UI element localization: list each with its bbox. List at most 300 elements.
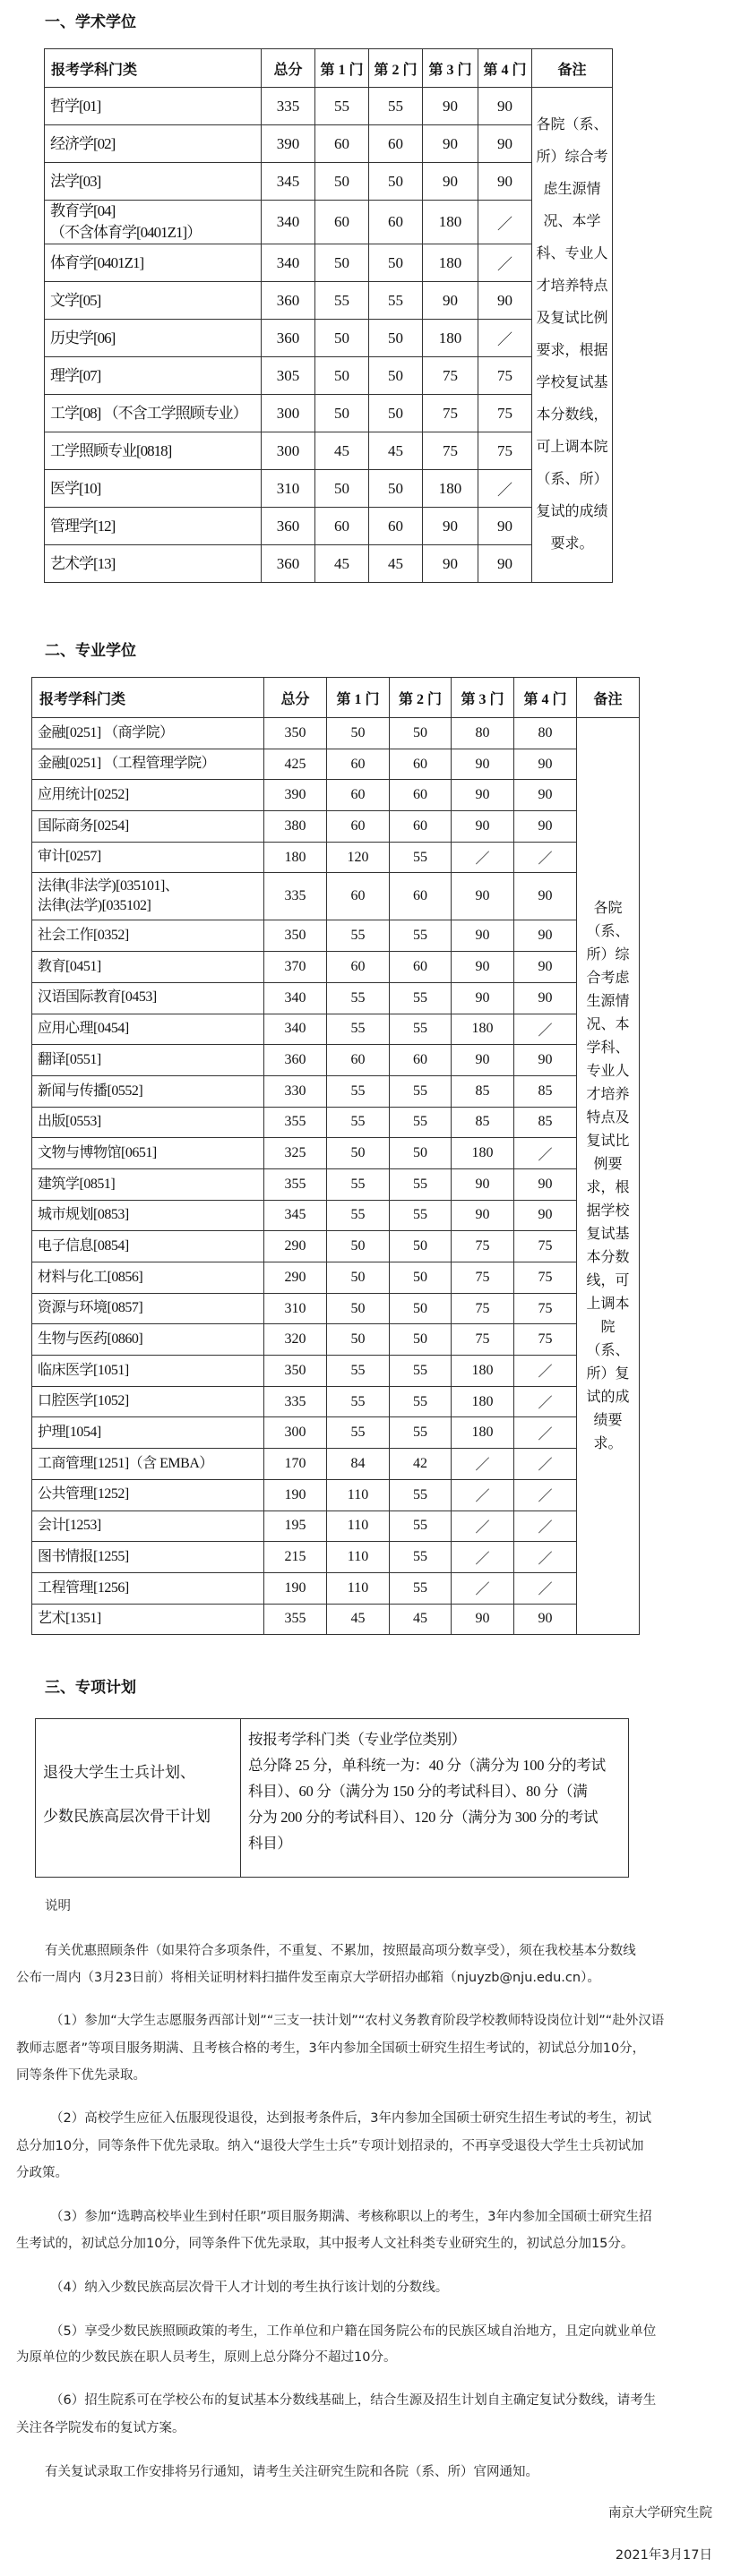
score-total: 390 bbox=[262, 125, 315, 163]
score-s2: 55 bbox=[390, 1572, 452, 1604]
score-s1: 60 bbox=[327, 749, 390, 780]
note-line: （6）招生院系可在学校公布的复试基本分数线基础上，结合生源及招生计划自主确定复试分数线，请考生 bbox=[50, 2393, 657, 2408]
subject-name-line: 国际商务[0254] bbox=[38, 817, 129, 834]
subject-name bbox=[32, 952, 264, 983]
subject-name bbox=[32, 1168, 264, 1200]
subject-name bbox=[32, 842, 264, 873]
subject-name bbox=[32, 1572, 264, 1604]
score-s3: 90 bbox=[423, 125, 478, 163]
subject-name-line: 文物与博物馆[0651] bbox=[38, 1144, 157, 1160]
score-s1: 45 bbox=[327, 1604, 390, 1635]
score-s2: 55 bbox=[390, 1386, 452, 1417]
score-s3: 180 bbox=[452, 1417, 514, 1449]
score-s1: 60 bbox=[327, 952, 390, 983]
subject-name bbox=[45, 545, 262, 583]
score-s1: 50 bbox=[315, 163, 369, 201]
subject-name bbox=[32, 1356, 264, 1387]
subject-name-line: 医学[10] bbox=[50, 479, 101, 497]
subject-name bbox=[32, 718, 264, 749]
score-s4: 90 bbox=[478, 508, 532, 545]
score-s2: 45 bbox=[369, 432, 423, 470]
subject-name bbox=[45, 88, 262, 125]
score-s3: 90 bbox=[452, 1604, 514, 1635]
subject-name-line: 金融[0251] （商学院） bbox=[38, 724, 174, 740]
score-s2: 60 bbox=[390, 1045, 452, 1076]
table-row bbox=[45, 357, 613, 395]
subject-name-line: 建筑学[0851] bbox=[38, 1176, 116, 1192]
subject-name bbox=[45, 282, 262, 320]
score-s4: 75 bbox=[514, 1262, 577, 1294]
score-s4: 75 bbox=[514, 1231, 577, 1262]
score-s1: 55 bbox=[327, 920, 390, 952]
score-s1: 50 bbox=[315, 320, 369, 357]
note-line: 有关复试录取工作安排将另行通知，请考生关注研究生院和各院（系、所）官网通知。 bbox=[45, 2465, 538, 2479]
score-s1: 60 bbox=[315, 508, 369, 545]
score-s3: 90 bbox=[423, 545, 478, 583]
subject-name-line: 电子信息[0854] bbox=[38, 1237, 129, 1254]
table-row bbox=[32, 952, 640, 983]
score-s2: 55 bbox=[390, 1511, 452, 1542]
score-s1: 55 bbox=[327, 1075, 390, 1107]
score-total: 180 bbox=[264, 842, 327, 873]
note-line: 教师志愿者”等项目服务期满、且考核合格的考生，3年内参加全国硕士研究生招生考试的，初试总分加10分， bbox=[16, 2041, 646, 2056]
score-s4: 90 bbox=[514, 749, 577, 780]
column-header: 备注 bbox=[577, 678, 640, 718]
score-s2: 50 bbox=[390, 1231, 452, 1262]
score-s4: ／ bbox=[514, 1572, 577, 1604]
special-plan-table bbox=[35, 1718, 629, 1878]
subject-name-line: 工学[08] （不含工学照顾专业） bbox=[50, 404, 247, 422]
score-s2: 50 bbox=[369, 244, 423, 282]
column-header: 第 2 门 bbox=[390, 678, 452, 718]
note-line: （2）高校学生应征入伍服现役退役，达到报考条件后，3年内参加全国硕士研究生招生考试的考生，初试 bbox=[50, 2111, 651, 2126]
score-total: 360 bbox=[262, 508, 315, 545]
score-s4: ／ bbox=[514, 1138, 577, 1169]
subject-name-line: 教育学[04] bbox=[50, 202, 116, 220]
note-line: （5）享受少数民族照顾政策的考生，工作单位和户籍在国务院公布的民族区域自治地方，且定向就业单位 bbox=[50, 2324, 657, 2339]
score-s1: 55 bbox=[327, 982, 390, 1014]
score-total: 335 bbox=[264, 873, 327, 920]
subject-name bbox=[32, 1542, 264, 1573]
subject-name bbox=[32, 1138, 264, 1169]
score-s1: 50 bbox=[327, 1231, 390, 1262]
column-header: 第 1 门 bbox=[315, 49, 369, 88]
score-s1: 55 bbox=[327, 1200, 390, 1231]
remark-cell: 各院（系、所）综合考虑生源情况、本学科、专业人才培养特点及复试比例要求，根据学校复试基本分数线，可上调本院（系、所）复试的成绩要求。 bbox=[532, 88, 613, 583]
subject-name-line: 工商管理[1251]（含 EMBA） bbox=[38, 1455, 213, 1471]
subject-name-line: 社会工作[0352] bbox=[38, 928, 129, 944]
score-total: 355 bbox=[264, 1604, 327, 1635]
subject-name bbox=[32, 1417, 264, 1449]
score-s2: 60 bbox=[390, 873, 452, 920]
score-s4: 75 bbox=[514, 1293, 577, 1324]
plan-rule-line: 按报考学科门类（专业学位类别） bbox=[248, 1731, 467, 1748]
score-s3: 75 bbox=[452, 1231, 514, 1262]
score-s2: 55 bbox=[390, 1479, 452, 1511]
plan-rule-line: 分为 200 分的考试科目）、120 分（满分为 300 分的考试 bbox=[248, 1809, 599, 1826]
table-row bbox=[32, 1231, 640, 1262]
score-s3: 75 bbox=[423, 432, 478, 470]
section-title-academic: 一、学术学位 bbox=[45, 13, 136, 31]
score-s4: 75 bbox=[478, 395, 532, 432]
score-total: 305 bbox=[262, 357, 315, 395]
score-total: 355 bbox=[264, 1168, 327, 1200]
table-row bbox=[32, 1479, 640, 1511]
table-row bbox=[32, 1356, 640, 1387]
subject-name-line: 公共管理[1252] bbox=[38, 1486, 129, 1502]
score-s2: 60 bbox=[369, 201, 423, 244]
note-line: 为原单位的少数民族在职人员考生，原则上总分降分不超过10分。 bbox=[16, 2350, 397, 2365]
score-total: 310 bbox=[262, 470, 315, 508]
table-row bbox=[32, 842, 640, 873]
table-row bbox=[32, 718, 640, 749]
score-s2: 55 bbox=[390, 1542, 452, 1573]
score-s3: 90 bbox=[423, 282, 478, 320]
note-line: 同等条件下优先录取。 bbox=[16, 2068, 146, 2083]
score-s3: 90 bbox=[452, 952, 514, 983]
score-s1: 60 bbox=[327, 873, 390, 920]
score-total: 290 bbox=[264, 1262, 327, 1294]
note-line: 总分加10分，同等条件下优先录取。纳入“退役大学生士兵”专项计划招录的，不再享受退役大学生士兵初试加 bbox=[16, 2139, 644, 2153]
score-s3: 180 bbox=[423, 470, 478, 508]
score-s4: ／ bbox=[514, 1386, 577, 1417]
score-s2: 55 bbox=[369, 282, 423, 320]
score-total: 350 bbox=[264, 920, 327, 952]
score-s3: ／ bbox=[452, 1479, 514, 1511]
table-row bbox=[32, 1449, 640, 1480]
table-row bbox=[32, 1417, 640, 1449]
table-row bbox=[32, 1293, 640, 1324]
note-line: 有关优惠照顾条件（如果符合多项条件，不重复、不累加，按照最高项分数享受），须在我校基本分数线 bbox=[45, 1944, 636, 1958]
subject-name bbox=[32, 1200, 264, 1231]
note-line: （3）参加“选聘高校毕业生到村任职”项目服务期满、考核称职以上的考生，3年内参加全国硕士研究生招 bbox=[50, 2210, 652, 2224]
score-s3: 90 bbox=[452, 749, 514, 780]
score-s3: 90 bbox=[452, 982, 514, 1014]
subject-name-line: 法学[03] bbox=[50, 172, 101, 190]
subject-name-line: 文学[05] bbox=[50, 291, 101, 309]
score-s1: 60 bbox=[315, 201, 369, 244]
score-s4: ／ bbox=[514, 1417, 577, 1449]
subject-name bbox=[45, 357, 262, 395]
column-header: 报考学科门类 bbox=[32, 678, 264, 718]
subject-name-line: 理学[07] bbox=[50, 366, 101, 384]
subject-name-line: 图书情报[1255] bbox=[38, 1548, 129, 1564]
score-s3: ／ bbox=[452, 842, 514, 873]
table-row bbox=[32, 1168, 640, 1200]
score-s3: ／ bbox=[452, 1542, 514, 1573]
score-s2: 55 bbox=[390, 1200, 452, 1231]
table-row bbox=[32, 1324, 640, 1356]
subject-name-line: 汉语国际教育[0453] bbox=[38, 989, 157, 1006]
column-header: 总分 bbox=[264, 678, 327, 718]
table-row bbox=[32, 780, 640, 811]
score-s1: 84 bbox=[327, 1449, 390, 1480]
table-row bbox=[32, 749, 640, 780]
subject-name bbox=[32, 1107, 264, 1138]
score-s3: 90 bbox=[452, 1168, 514, 1200]
score-s4: ／ bbox=[514, 842, 577, 873]
subject-name bbox=[32, 1386, 264, 1417]
table-row bbox=[32, 1572, 640, 1604]
subject-name-line: 工程管理[1256] bbox=[38, 1579, 129, 1596]
score-s1: 60 bbox=[327, 780, 390, 811]
subject-name bbox=[32, 811, 264, 843]
score-s3: 90 bbox=[423, 88, 478, 125]
score-s1: 55 bbox=[327, 1107, 390, 1138]
score-s4: ／ bbox=[478, 201, 532, 244]
column-header: 备注 bbox=[532, 49, 613, 88]
table-row bbox=[32, 1542, 640, 1573]
date: 2021年3月17日 bbox=[615, 2548, 712, 2563]
subject-name-line: 生物与医药[0860] bbox=[38, 1331, 143, 1348]
score-total: 335 bbox=[262, 88, 315, 125]
table-row bbox=[32, 1200, 640, 1231]
score-total: 355 bbox=[264, 1107, 327, 1138]
score-total: 360 bbox=[262, 320, 315, 357]
score-s4: ／ bbox=[514, 1356, 577, 1387]
score-s3: 180 bbox=[452, 1356, 514, 1387]
score-s3: 180 bbox=[423, 320, 478, 357]
signature: 南京大学研究生院 bbox=[608, 2506, 712, 2520]
score-s3: 75 bbox=[452, 1324, 514, 1356]
score-s2: 50 bbox=[390, 718, 452, 749]
subject-name-line: 材料与化工[0856] bbox=[38, 1269, 143, 1285]
subject-name-line: 翻译[0551] bbox=[38, 1051, 101, 1067]
score-total: 215 bbox=[264, 1542, 327, 1573]
score-s4: 75 bbox=[514, 1324, 577, 1356]
score-s4: 90 bbox=[514, 1604, 577, 1635]
note-line: 生考试的，初试总分加10分，同等条件下优先录取，其中报考人文社科类专业研究生的，初试总分加15分。 bbox=[16, 2237, 634, 2251]
score-s2: 50 bbox=[390, 1324, 452, 1356]
subject-name-line: 出版[0553] bbox=[38, 1114, 101, 1130]
subject-name-line: 经济学[02] bbox=[50, 134, 116, 152]
score-s1: 55 bbox=[327, 1168, 390, 1200]
score-s2: 55 bbox=[390, 1168, 452, 1200]
score-s1: 60 bbox=[327, 1045, 390, 1076]
plan-rules-cell bbox=[241, 1719, 629, 1878]
score-s3: 180 bbox=[452, 1138, 514, 1169]
score-s2: 45 bbox=[369, 545, 423, 583]
score-s4: 90 bbox=[478, 282, 532, 320]
section-title-special-plan: 三、专项计划 bbox=[45, 1679, 136, 1697]
score-total: 325 bbox=[264, 1138, 327, 1169]
score-s4: 90 bbox=[514, 952, 577, 983]
subject-name bbox=[45, 508, 262, 545]
subject-name-line: 体育学[0401Z1] bbox=[50, 253, 144, 271]
score-total: 340 bbox=[262, 201, 315, 244]
score-s4: ／ bbox=[478, 244, 532, 282]
score-s4: 90 bbox=[514, 780, 577, 811]
subject-name-line: 哲学[01] bbox=[50, 97, 101, 115]
score-s3: 85 bbox=[452, 1075, 514, 1107]
score-s2: 55 bbox=[390, 842, 452, 873]
subject-name bbox=[45, 395, 262, 432]
subject-name-line: 审计[0257] bbox=[38, 849, 101, 865]
score-s1: 50 bbox=[327, 1262, 390, 1294]
score-s2: 55 bbox=[390, 1356, 452, 1387]
score-s4: 90 bbox=[514, 1168, 577, 1200]
score-s3: 180 bbox=[452, 1386, 514, 1417]
score-s4: 90 bbox=[514, 1045, 577, 1076]
note-line: 分政策。 bbox=[16, 2166, 68, 2180]
score-s4: 90 bbox=[478, 125, 532, 163]
score-s4: ／ bbox=[514, 1014, 577, 1045]
score-s3: ／ bbox=[452, 1511, 514, 1542]
score-s4: ／ bbox=[478, 320, 532, 357]
plan-name-line: 退役大学生士兵计划、 bbox=[43, 1764, 195, 1781]
table-row bbox=[32, 1075, 640, 1107]
score-s2: 50 bbox=[369, 163, 423, 201]
subject-name bbox=[32, 1293, 264, 1324]
table-row bbox=[32, 811, 640, 843]
score-s2: 42 bbox=[390, 1449, 452, 1480]
table-header-row bbox=[45, 49, 613, 88]
subject-name bbox=[32, 749, 264, 780]
plan-rule-line: 科目）、60 分（满分为 150 分的考试科目）、80 分（满 bbox=[248, 1783, 588, 1800]
score-s3: 75 bbox=[423, 395, 478, 432]
table-row bbox=[45, 244, 613, 282]
score-s3: 180 bbox=[452, 1014, 514, 1045]
subject-name bbox=[45, 432, 262, 470]
column-header: 报考学科门类 bbox=[45, 49, 262, 88]
score-s3: ／ bbox=[452, 1572, 514, 1604]
score-s4: 90 bbox=[478, 163, 532, 201]
subject-name bbox=[32, 920, 264, 952]
subject-name-line: 临床医学[1051] bbox=[38, 1362, 129, 1378]
subject-name-line: 护理[1054] bbox=[38, 1425, 101, 1441]
score-s4: 90 bbox=[478, 545, 532, 583]
plan-names-cell bbox=[36, 1719, 241, 1878]
score-s3: 85 bbox=[452, 1107, 514, 1138]
remark-cell: 各院（系、所）综合考虑生源情况、本学科、专业人才培养特点及复试比例要求，根据学校复试基本分数线，可上调本院（系、所）复试的成绩要求。 bbox=[577, 718, 640, 1635]
table-row bbox=[45, 545, 613, 583]
note-line: （4）纳入少数民族高层次骨干人才计划的考生执行该计划的分数线。 bbox=[50, 2281, 449, 2295]
score-s2: 50 bbox=[369, 395, 423, 432]
score-s2: 55 bbox=[390, 1075, 452, 1107]
table-row bbox=[32, 982, 640, 1014]
score-s1: 50 bbox=[315, 244, 369, 282]
score-total: 170 bbox=[264, 1449, 327, 1480]
score-s2: 60 bbox=[390, 811, 452, 843]
score-s1: 110 bbox=[327, 1542, 390, 1573]
score-s1: 55 bbox=[315, 282, 369, 320]
score-total: 370 bbox=[264, 952, 327, 983]
score-s3: 90 bbox=[452, 873, 514, 920]
score-total: 380 bbox=[264, 811, 327, 843]
score-total: 310 bbox=[264, 1293, 327, 1324]
plan-rule-line: 科目） bbox=[248, 1835, 292, 1852]
table-row bbox=[32, 1262, 640, 1294]
score-total: 300 bbox=[264, 1417, 327, 1449]
subject-name-line: 艺术学[13] bbox=[50, 554, 116, 572]
score-s1: 50 bbox=[315, 470, 369, 508]
score-s4: ／ bbox=[514, 1511, 577, 1542]
score-total: 345 bbox=[264, 1200, 327, 1231]
note-line: （1）参加“大学生志愿服务西部计划”“三支一扶计划”“农村义务教育阶段学校教师特设岗位计划”“赴外汉语 bbox=[50, 2014, 665, 2028]
score-s1: 50 bbox=[315, 357, 369, 395]
score-s4: ／ bbox=[514, 1542, 577, 1573]
score-total: 360 bbox=[262, 282, 315, 320]
score-s3: 90 bbox=[423, 163, 478, 201]
table-row bbox=[32, 1386, 640, 1417]
section-title-professional: 二、专业学位 bbox=[45, 642, 136, 660]
column-header: 第 4 门 bbox=[478, 49, 532, 88]
score-total: 190 bbox=[264, 1479, 327, 1511]
subject-name-line: （不含体育学[0401Z1]） bbox=[50, 224, 202, 241]
subject-name bbox=[32, 873, 264, 920]
table-row bbox=[45, 320, 613, 357]
score-total: 340 bbox=[262, 244, 315, 282]
score-s3: 90 bbox=[452, 1200, 514, 1231]
table-row bbox=[45, 163, 613, 201]
score-s3: 90 bbox=[452, 920, 514, 952]
subject-name-line: 管理学[12] bbox=[50, 517, 116, 535]
score-s2: 45 bbox=[390, 1604, 452, 1635]
plan-name-line: 少数民族高层次骨干计划 bbox=[43, 1808, 211, 1825]
subject-name-line: 会计[1253] bbox=[38, 1518, 101, 1534]
table-row bbox=[45, 395, 613, 432]
table-row bbox=[32, 920, 640, 952]
table-row bbox=[45, 125, 613, 163]
score-s4: ／ bbox=[478, 470, 532, 508]
subject-name-line: 艺术[1351] bbox=[38, 1611, 101, 1627]
column-header: 第 3 门 bbox=[423, 49, 478, 88]
subject-name bbox=[32, 1511, 264, 1542]
score-s4: ／ bbox=[514, 1479, 577, 1511]
score-s1: 50 bbox=[327, 1138, 390, 1169]
score-s1: 50 bbox=[327, 1324, 390, 1356]
score-s3: 180 bbox=[423, 244, 478, 282]
score-s2: 55 bbox=[390, 1014, 452, 1045]
score-s4: 90 bbox=[514, 873, 577, 920]
score-s1: 50 bbox=[315, 395, 369, 432]
table-row bbox=[32, 1138, 640, 1169]
note-line: 公布一周内（3月23日前）将相关证明材料扫描件发至南京大学研招办邮箱（njuyzb@nju.edu.cn）。 bbox=[16, 1971, 600, 1985]
score-total: 340 bbox=[264, 982, 327, 1014]
column-header: 第 4 门 bbox=[514, 678, 577, 718]
subject-name bbox=[32, 982, 264, 1014]
subject-name-line: 新闻与传播[0552] bbox=[38, 1083, 143, 1099]
score-total: 320 bbox=[264, 1324, 327, 1356]
table-row bbox=[32, 1511, 640, 1542]
score-total: 360 bbox=[262, 545, 315, 583]
score-s2: 60 bbox=[369, 508, 423, 545]
score-s1: 50 bbox=[327, 1293, 390, 1324]
score-s2: 55 bbox=[390, 1107, 452, 1138]
score-s2: 50 bbox=[369, 320, 423, 357]
score-total: 300 bbox=[262, 395, 315, 432]
score-total: 390 bbox=[264, 780, 327, 811]
score-total: 360 bbox=[264, 1045, 327, 1076]
subject-name bbox=[32, 1324, 264, 1356]
score-s2: 55 bbox=[369, 88, 423, 125]
subject-name-line: 应用统计[0252] bbox=[38, 787, 129, 803]
score-total: 425 bbox=[264, 749, 327, 780]
subject-name bbox=[45, 470, 262, 508]
score-s2: 50 bbox=[369, 470, 423, 508]
score-total: 350 bbox=[264, 1356, 327, 1387]
table-row bbox=[45, 508, 613, 545]
table-row bbox=[45, 432, 613, 470]
table-row bbox=[45, 282, 613, 320]
score-s4: 75 bbox=[478, 432, 532, 470]
subject-name bbox=[32, 1262, 264, 1294]
subject-name bbox=[45, 244, 262, 282]
subject-name-line: 法律(非法学)[035101]、 bbox=[38, 878, 179, 894]
score-s2: 55 bbox=[390, 920, 452, 952]
score-s2: 60 bbox=[369, 125, 423, 163]
score-s4: 90 bbox=[514, 920, 577, 952]
